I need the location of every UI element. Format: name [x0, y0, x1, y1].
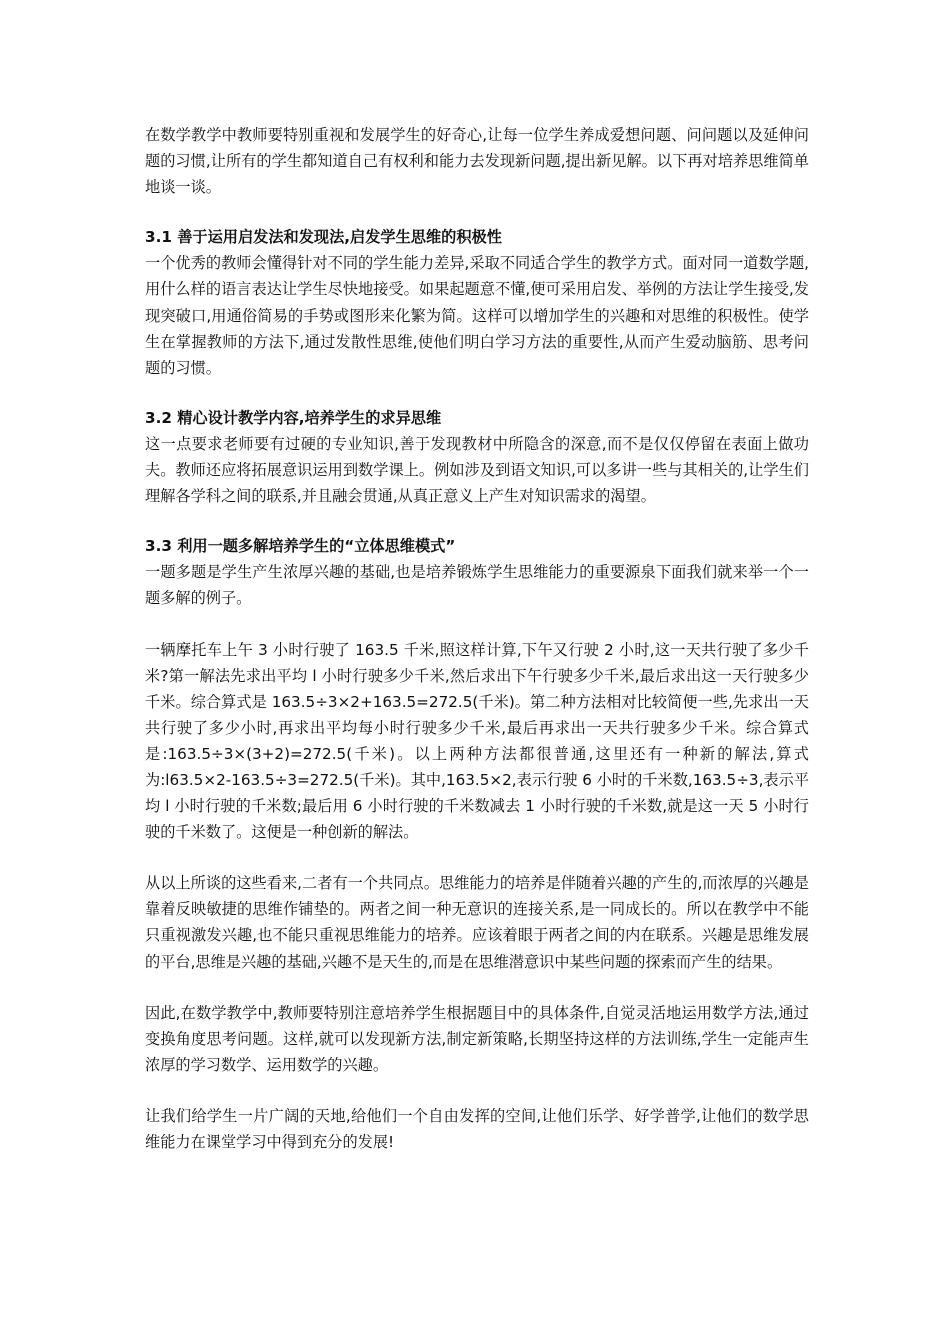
section-body-3-3: 一题多题是学生产生浓厚兴趣的基础,也是培养锻炼学生思维能力的重要源泉下面我们就来举一个一题多解的例子。	[145, 563, 809, 608]
document-page	[145, 122, 809, 1155]
example-paragraph: 一辆摩托车上午 3 小时行驶了 163.5 千米,照这样计算,下午又行驶 2 小时,这一天共行驶了多少千米?第一解法先求出平均 l 小时行驶多少千米,然后求出下午行驶多少千米,最后求出这一天行驶多少千米。综合算式是 163.5÷3×2+163.5=272.5(千米)。第二种方法相对比较简便一些,先求出一天共行驶了多少小时,再求出平均每小时行驶多少千米,最后再求出一天共行驶多少千米。综合算式是:163.5÷3×(3+2)=272.5(千米)。以上两种方法都很普通,这里还有一种新的解法,算式为:l63.5×2-163.5÷3=272.5(千米)。其中,163.5×2,表示行驶 6 小时的千米数,163.5÷3,表示平均 l 小时行驶的千米数;最后用 6 小时行驶的千米数减去 1 小时行驶的千米数,就是这一天 5 小时行驶的千米数了。这便是一种创新的解法。	[145, 640, 809, 842]
intro-paragraph: 在数学教学中教师要特别重视和发展学生的好奇心,让每一位学生养成爱想问题、问问题以及延伸问题的习惯,让所有的学生都知道自己有权利和能力去发现新问题,提出新见解。以下再对培养思维简单地谈一谈。	[145, 126, 809, 197]
section-body-3-1: 一个优秀的教师会懂得针对不同的学生能力差异,采取不同适合学生的教学方式。面对同一道数学题,用什么样的语言表达让学生尽快地接受。如果起题意不懂,便可采用启发、举例的方法让学生接受,发现突破口,用通俗简易的手势或图形来化繁为简。这样可以增加学生的兴趣和对思维的积极性。使学生在掌握教师的方法下,通过发散性思维,使他们明白学习方法的重要性,从而产生爱动脑筋、思考问题的习惯。	[145, 254, 809, 377]
section-heading-3-3: 3.3 利用一题多解培养学生的“立体思维模式”	[145, 537, 456, 556]
section-heading-3-2: 3.2 精心设计教学内容,培养学生的求异思维	[145, 408, 442, 427]
summary-paragraph-1: 从以上所谈的这些看来,二者有一个共同点。思维能力的培养是伴随着兴趣的产生的,而浓厚的兴趣是靠着反映敏捷的思维作铺垫的。两者之间一种无意识的连接关系,是一同成长的。所以在教学中不能只重视激发兴趣,也不能只重视思维能力的培养。应该着眼于两者之间的内在联系。兴趣是思维发展的平台,思维是兴趣的基础,兴趣不是天生的,而是在思维潜意识中某些问题的探索而产生的结果。	[145, 874, 809, 971]
section-body-3-2: 这一点要求老师要有过硬的专业知识,善于发现教材中所隐含的深意,而不是仅仅停留在表面上做功夫。教师还应将拓展意识运用到数学课上。例如涉及到语文知识,可以多讲一些与其相关的,让学生们理解各学科之间的联系,并且融会贯通,从真正意义上产生对知识需求的渴望。	[145, 434, 809, 506]
closing-paragraph: 让我们给学生一片广阔的天地,给他们一个自由发挥的空间,让他们乐学、好学普学,让他们的数学思维能力在课堂学习中得到充分的发展!	[145, 1106, 809, 1151]
section-heading-3-1: 3.1 善于运用启发法和发现法,启发学生思维的积极性	[145, 228, 502, 247]
summary-paragraph-2: 因此,在数学教学中,教师要特别注意培养学生根据题目中的具体条件,自觉灵活地运用数学方法,通过变换角度思考问题。这样,就可以发现新方法,制定新策略,长期坚持这样的方法训练,学生一定能声生浓厚的学习数学、运用数学的兴趣。	[145, 1003, 809, 1074]
